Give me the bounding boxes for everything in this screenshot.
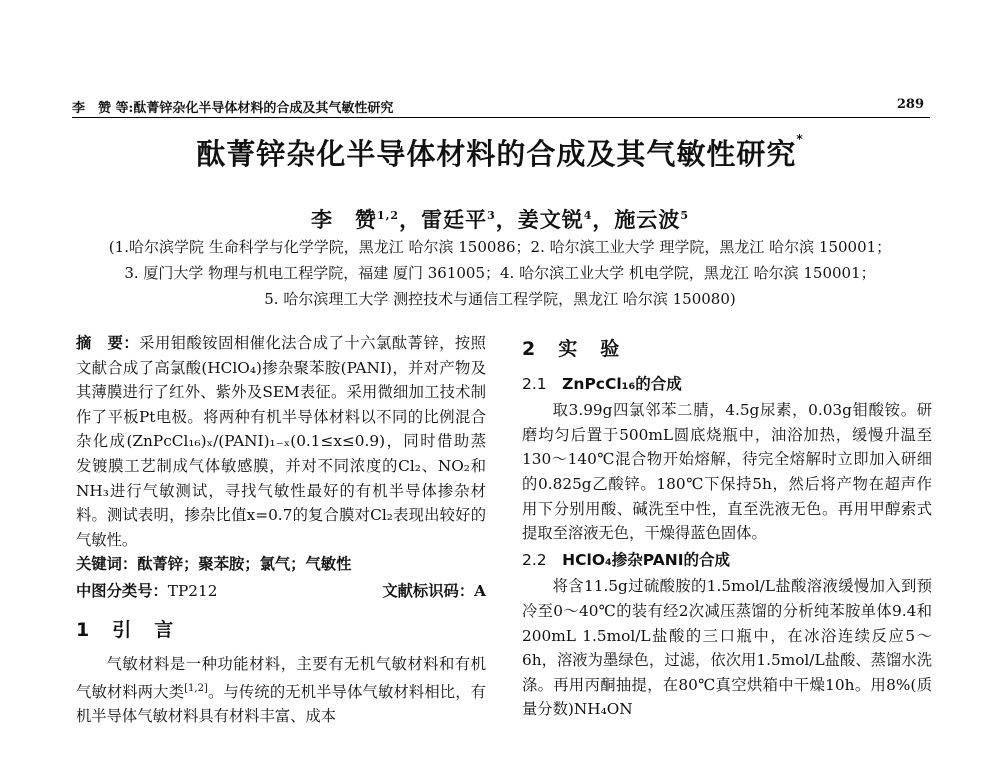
introduction-paragraph: [76, 652, 486, 729]
section-heading-introduction: 1 引 言: [76, 618, 176, 641]
subsection-number: 2.1: [522, 374, 547, 393]
author-affiliation-mark: 5: [680, 209, 690, 222]
author-name: 李 赞: [310, 207, 377, 232]
clc-value: TP212: [167, 581, 218, 600]
abstract-label: 摘 要：: [76, 334, 140, 352]
article-title: [0, 132, 1000, 173]
title-footnote-mark: *: [796, 132, 804, 146]
paragraph-2-1: 取3.99g四氯邻苯二腈，4.5g尿素，0.03g钼酸铵。研磨均匀后置于500mL圆底烧瓶中，油浴加热，缓慢升温至130～140℃混合物开始熔解，待完全熔解时立即加入研细的0.825g乙酸锌。180℃下保持5h，然后将产物在超声作用下分别用酸、碱洗至中性，直至洗液无色。再用甲醇索式提取至溶液无色，干燥得蓝色固体。: [522, 401, 932, 543]
left-column: [76, 331, 486, 729]
subsection-title: ZnPcCl₁₆的合成: [562, 374, 682, 393]
running-head-authors-title: 李 赞 等:酞菁锌杂化半导体材料的合成及其气敏性研究: [72, 101, 394, 116]
document-code: [382, 579, 486, 604]
doc-label: 文献标识码：: [382, 581, 475, 600]
abstract: [76, 331, 486, 552]
subsection-number: 2.2: [522, 550, 547, 569]
keywords: [76, 552, 486, 577]
keywords-text: 酞菁锌；聚苯胺；氯气；气敏性: [137, 555, 352, 574]
right-column: [522, 331, 932, 722]
author-affiliation-mark: 4: [583, 209, 593, 222]
author-name: 姜文锐: [517, 207, 584, 232]
author-affiliation-mark: 1,2: [376, 209, 400, 222]
subsection-heading-2-1: [522, 372, 932, 397]
citation-ref: [1,2]: [184, 682, 208, 694]
paragraph-2-2: 将含11.5g过硫酸胺的1.5mol/L盐酸溶液缓慢加入到预冷至0～40℃的装有经2次减压蒸馏的分析纯苯胺单体9.4和200mL 1.5mol/L盐酸的三口瓶中，在冰浴连续反应5～6h，溶液为墨绿色，过滤，依次用1.5mol/L盐酸、蒸馏水洗涤。再用丙酮抽提，在80℃真空烘箱中干燥10h。用8%(质量分数)NH₄ON: [522, 577, 932, 719]
intro-text-1: 气敏材料是一种功能材料，主要有无机气敏材料和有机气敏材料两大类: [76, 655, 486, 701]
affiliation-line-1: (1.哈尔滨学院 生命科学与化学学院，黑龙江 哈尔滨 150086；2. 哈尔滨工业大学 理学院，黑龙江 哈尔滨 150001；: [108, 238, 892, 256]
author-name: 施云波: [614, 207, 681, 232]
keywords-label: 关键词：: [76, 555, 138, 574]
abstract-text: 采用钼酸铵固相催化法合成了十六氯酞菁锌，按照文献合成了高氯酸(HClO₄)掺杂聚苯胺(PANI)，并对产物及其薄膜进行了红外、紫外及SEM表征。采用微细加工技术制作了平板Pt电极。将两种有机半导体材料以不同的比例混合杂化成(ZnPcCl₁₆)ₓ/(PANI)₁₋ₓ(0.1≤x≤0.9)，同时借助蒸发镀膜工艺制成气体敏感膜，并对不同浓度的Cl₂、NO₂和NH₃进行气敏测试，寻找气敏性最好的有机半导体掺杂材料。测试表明，掺杂比值x=0.7的复合膜对Cl₂表现出较好的气敏性。: [76, 334, 486, 549]
running-head: [72, 95, 930, 118]
author-name: 雷廷平: [421, 207, 488, 232]
subsection-title: HClO₄掺杂PANI的合成: [562, 550, 730, 569]
affiliation-line-3: 5. 哈尔滨理工大学 测控技术与通信工程学院，黑龙江 哈尔滨 150080): [264, 290, 736, 308]
section-heading-experiment: 2 实 验: [522, 338, 622, 360]
author-list: 李 赞$^{1,2}$，雷廷平$^3$，姜文锐$^4$，施云波$^5$: [310, 207, 690, 232]
clc-label: 中图分类号：: [76, 581, 168, 600]
article-title-text: 酞菁锌杂化半导体材料的合成及其气敏性研究: [196, 137, 797, 171]
author-affiliation-mark: 3: [487, 209, 496, 222]
clc-code: [76, 579, 218, 604]
intro-text-2: 。与传统的无机半导体气敏材料相比，有机半导体气敏材料具有材料丰富、成本: [76, 682, 486, 726]
classification-row: [76, 579, 486, 604]
subsection-heading-2-2: [522, 548, 932, 573]
doc-value: A: [474, 581, 486, 600]
page-number: 289: [896, 97, 924, 112]
affiliation-line-2: 3. 厦门大学 物理与机电工程学院，福建 厦门 361005；4. 哈尔滨工业大学 机电学院，黑龙江 哈尔滨 150001；: [124, 264, 876, 282]
